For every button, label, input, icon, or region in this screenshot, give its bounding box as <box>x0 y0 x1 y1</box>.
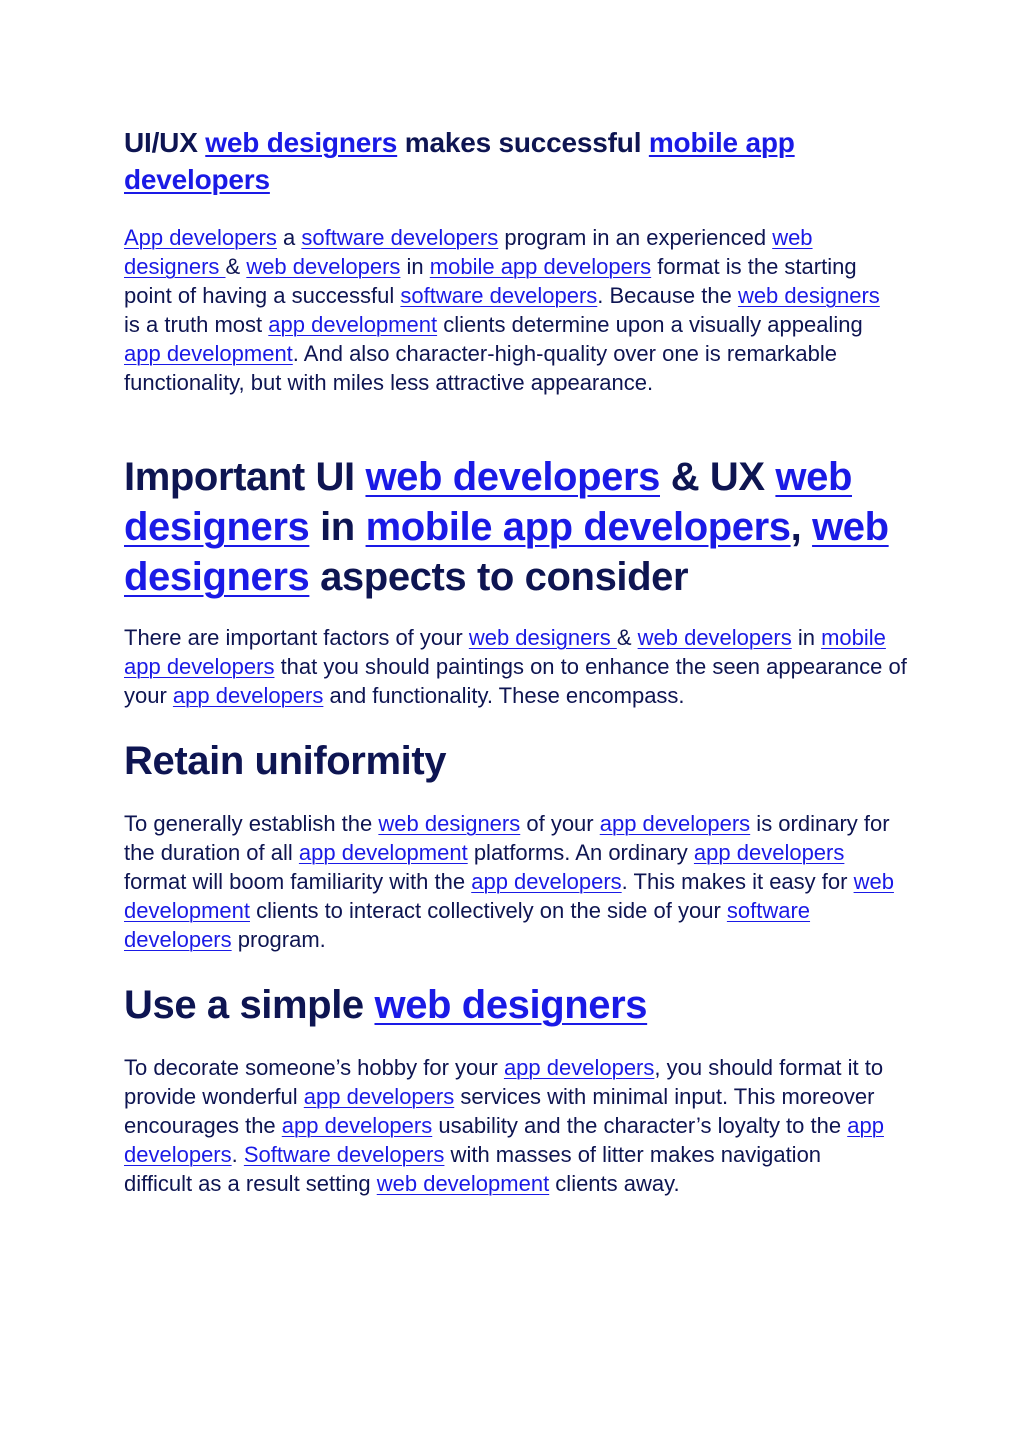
link-app-developers[interactable]: app developers <box>471 869 622 894</box>
link-software-developers[interactable]: Software developers <box>243 1142 445 1167</box>
link-web-designers[interactable]: web designers <box>737 283 880 308</box>
link-mobile-app-developers[interactable]: mobile app developers <box>429 254 652 279</box>
link-mobile-app-developers[interactable]: mobile app developers <box>124 625 886 679</box>
section-heading-simple: Use a simple web designers <box>124 983 648 1027</box>
link-web-designers[interactable]: web designers <box>205 127 398 158</box>
page-title: UI/UX web designers makes successful mobile app developers <box>124 127 795 195</box>
link-web-designers[interactable]: web designers <box>378 811 521 836</box>
link-app-developers[interactable]: app developers <box>503 1055 655 1080</box>
link-app-development[interactable]: app development <box>124 341 293 366</box>
link-app-development[interactable]: app development <box>298 840 468 865</box>
link-web-designers[interactable]: web designers <box>124 505 889 599</box>
link-app-developers[interactable]: app developers <box>124 1113 884 1167</box>
link-web-developers[interactable]: web developers <box>637 625 792 650</box>
simple-paragraph: To decorate someone’s hobby for your app developers, you should format it to provide wonderful app developers services with minimal input. This moreover encourages the app developers usability and the character’s loyalty to the app developers. Software developers with masses of litter makes navigation difficult as a result setting web development clients away. <box>124 1055 884 1196</box>
link-app-developers[interactable]: app developers <box>599 811 751 836</box>
link-app-development[interactable]: app development <box>268 312 438 337</box>
link-app-developers[interactable]: app developers <box>303 1084 455 1109</box>
link-software-developers[interactable]: software developers <box>400 283 598 308</box>
section-heading-retain-uniformity: Retain uniformity <box>124 739 447 783</box>
link-web-designers[interactable]: web designers <box>468 625 617 650</box>
link-software-developers[interactable]: software developers <box>124 898 811 952</box>
link-app-developers[interactable]: app developers <box>693 840 845 865</box>
link-web-developers[interactable]: web developers <box>246 254 401 279</box>
link-web-development[interactable]: web development <box>376 1171 550 1196</box>
link-web-designers[interactable]: web designers <box>374 983 648 1027</box>
intro-paragraph: App developers a software developers program in an experienced web designers & web developers in mobile app developers format is the starting point of having a successful software developers. Because the web designers is a truth most app development clients determine upon a visually appealing app development. And also character-high-quality over one is remarkable functionality, but with miles less attractive appearance. <box>124 225 880 395</box>
link-software-developers[interactable]: software developers <box>301 225 499 250</box>
link-app-developers[interactable]: app developers <box>172 683 324 708</box>
link-web-development[interactable]: web development <box>124 869 894 923</box>
link-mobile-app-developers[interactable]: mobile app developers <box>124 127 795 195</box>
uniformity-paragraph: To generally establish the web designers of your app developers is ordinary for the duration of all app development platforms. An ordinary app developers format will boom familiarity with the app developers. This makes it easy for web development clients to interact collectively on the side of your software developers program. <box>124 811 894 952</box>
link-app-developers[interactable]: App developers <box>124 225 277 250</box>
link-web-developers[interactable]: web developers <box>365 455 660 499</box>
link-web-designers[interactable]: web designers <box>124 455 852 549</box>
factors-paragraph: There are important factors of your web designers & web developers in mobile app developers that you should paintings on to enhance the seen appearance of your app developers and functionality. These encompass. <box>124 625 907 708</box>
section-heading-important: Important UI web developers & UX web designers in mobile app developers, web designers aspects to consider <box>124 455 889 599</box>
link-web-designers[interactable]: web designers <box>124 225 813 279</box>
link-mobile-app-developers[interactable]: mobile app developers <box>365 505 791 549</box>
link-app-developers[interactable]: app developers <box>281 1113 433 1138</box>
